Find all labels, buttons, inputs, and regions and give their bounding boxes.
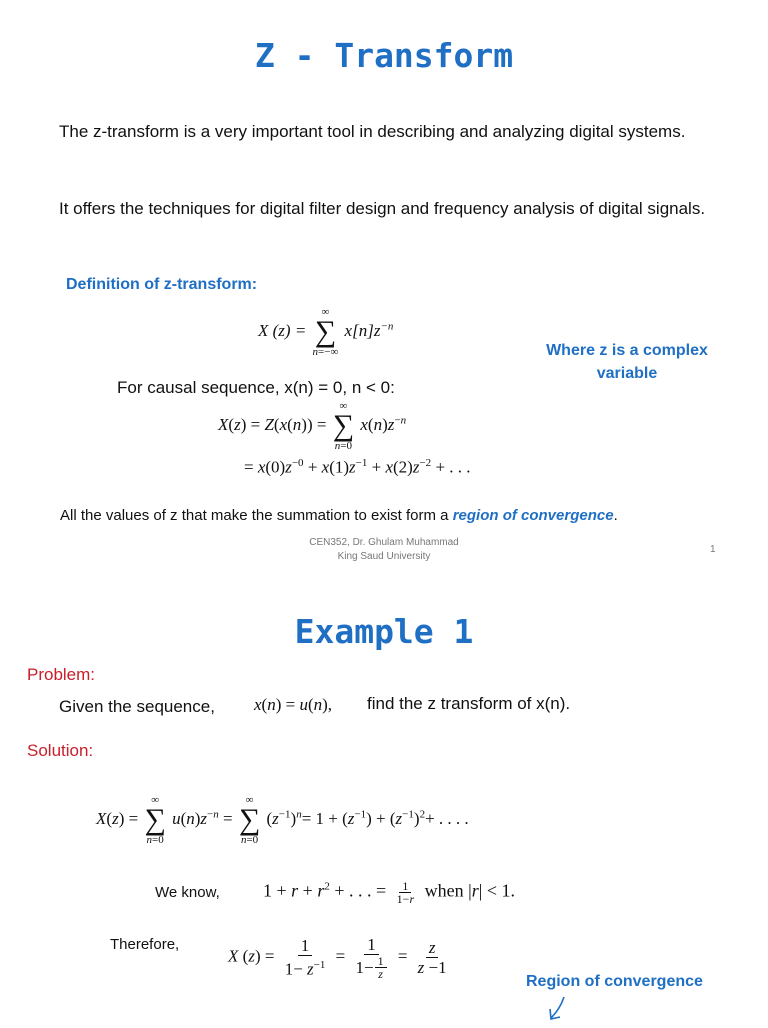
page-number: 1	[710, 544, 716, 555]
roc-sentence-suffix: .	[613, 507, 618, 524]
roc-sentence-prefix: All the values of z that make the summation to exist form a	[60, 507, 453, 524]
roc-sentence	[60, 507, 618, 524]
arrow-down-left-icon	[546, 995, 570, 1023]
techniques-paragraph: It offers the techniques for digital filter design and frequency analysis of digital signals.	[59, 199, 706, 218]
note-line-1: Where z is a complex	[546, 342, 708, 359]
causal-equation: X(z) = Z(x(n)) = ∞ ∑ n=0 $x(n)z^{-n}$	[218, 400, 407, 452]
therefore-label: Therefore,	[110, 936, 180, 953]
causal-expansion: = $x(0)z^{-0} + x(1)z^{-1} + x(2)z^{-2}$ + . . .	[244, 457, 471, 477]
footer-university: King Saud University	[337, 551, 431, 562]
slide2-title: Example 1	[294, 612, 474, 651]
definition-heading: Definition of z-transform:	[66, 276, 258, 293]
problem-label: Problem:	[27, 665, 96, 684]
footer-course: CEN352, Dr. Ghulam Muhammad	[309, 537, 459, 548]
given-prefix: Given the sequence,	[59, 697, 215, 716]
slide1-title: Z - Transform	[254, 36, 514, 75]
complex-variable-note	[512, 339, 742, 385]
slide1-footer	[234, 536, 534, 564]
given-sequence-equation: x(n) = u(n),	[254, 695, 333, 714]
causal-sequence-line: For causal sequence, x(n) = 0, n < 0:	[117, 378, 395, 397]
geometric-series-equation: $1 + r + r^2$ + . . . = $\frac{1}{1-r}$ when |r| < 1.	[263, 879, 515, 906]
we-know-label: We know,	[155, 884, 220, 901]
roc-emphasis: region of convergence	[452, 507, 614, 524]
definition-equation: X (z) = ∞ ∑ n=−∞ $x[n]z^{-n}$	[258, 306, 394, 358]
given-suffix: find the z transform of x(n).	[367, 694, 571, 713]
solution-label: Solution:	[27, 741, 94, 760]
result-equation: X (z) = $\frac{1}{1- z^{-1}}$ = 1 1− $\frac{1}{z}$ = $\frac{z}{z -1}$	[228, 935, 447, 981]
intro-paragraph: The z-transform is a very important tool in describing and analyzing digital systems.	[59, 122, 686, 141]
note-line-2: variable	[596, 365, 658, 382]
roc-label: Region of convergence	[526, 973, 703, 990]
solution-equation: X(z) = ∞ ∑ n=0 $u(n)z^{-n}$ = ∞ ∑ n=0 $(z^{-1})^n= 1 + (z^{-1}) + (z^{-1})^2+$ . . . .	[96, 794, 469, 846]
